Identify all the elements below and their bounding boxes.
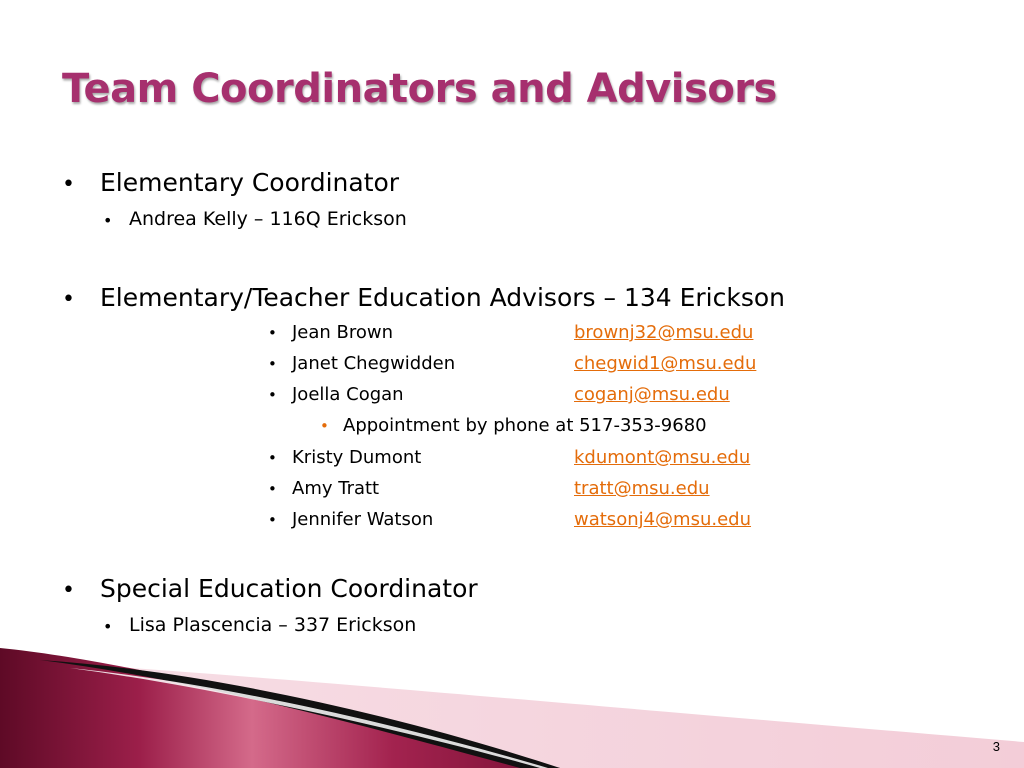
slide-title: Team Coordinators and Advisors [62,66,777,112]
sub-bullet-icon: • [103,211,113,230]
sub-bullet-icon: • [103,617,113,636]
sub-bullet-icon: • [268,511,277,529]
bullet-icon: • [62,578,75,603]
bullet-icon: • [62,172,75,197]
note-bullet-icon: • [320,417,329,435]
advisor-name: Jean Brown [292,322,394,343]
sub-bullet-icon: • [268,324,277,342]
advisor-email-link[interactable]: kdumont@msu.edu [574,447,751,468]
advisor-name: Amy Tratt [292,478,380,499]
section-heading-elementary-coordinator: Elementary Coordinator [100,168,400,197]
bullet-icon: • [62,287,75,312]
advisor-email-link[interactable]: coganj@msu.edu [574,384,730,405]
page-number: 3 [992,739,1000,754]
section-heading-special-education-coordinator: Special Education Coordinator [100,574,478,603]
advisor-email-link[interactable]: brownj32@msu.edu [574,322,754,343]
advisor-name: Kristy Dumont [292,447,422,468]
sub-bullet-icon: • [268,449,277,467]
sub-bullet-icon: • [268,386,277,404]
advisor-name: Joella Cogan [292,384,404,405]
advisor-note: Appointment by phone at 517-353-9680 [343,415,707,436]
section-heading-advisors: Elementary/Teacher Education Advisors – 134 Erickson [100,283,786,312]
advisor-email-link[interactable]: chegwid1@msu.edu [574,353,757,374]
sub-bullet-icon: • [268,355,277,373]
sub-bullet-icon: • [268,480,277,498]
advisor-name: Janet Chegwidden [292,353,456,374]
section-detail-elementary-coordinator: Andrea Kelly – 116Q Erickson [129,208,407,230]
section-detail-special-education-coordinator: Lisa Plascencia – 337 Erickson [129,614,417,636]
advisor-email-link[interactable]: watsonj4@msu.edu [574,509,752,530]
advisor-email-link[interactable]: tratt@msu.edu [574,478,710,499]
advisor-name: Jennifer Watson [292,509,434,530]
